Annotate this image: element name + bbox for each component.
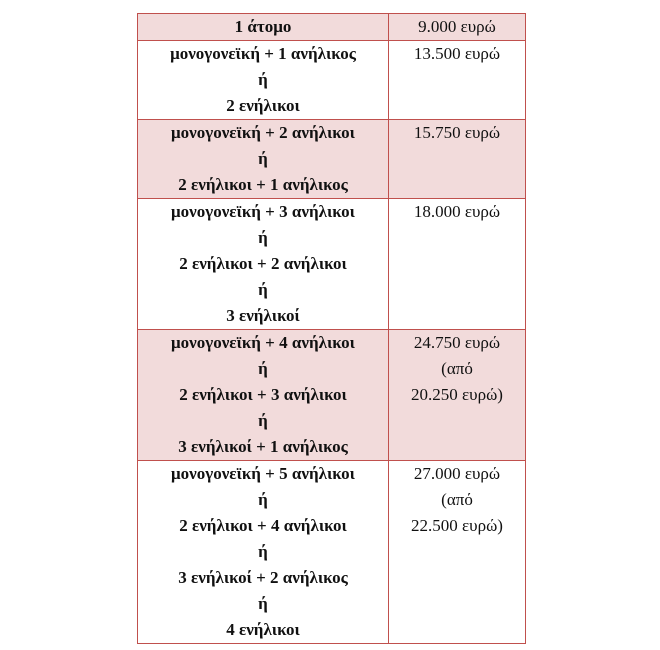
household-separator: ή [258,594,268,613]
household-line: 2 ενήλικοι + 1 ανήλικος [178,175,348,194]
household-separator: ή [258,490,268,509]
household-separator: ή [258,228,268,247]
amount-cell [389,14,526,41]
household-line: μονογονεϊκή + 4 ανήλικοι [171,333,355,352]
amount-line: 15.750 ευρώ [413,123,501,142]
household-cell [138,199,389,330]
amount-cell [389,41,526,120]
household-line: 4 ενήλικοι [226,620,300,639]
household-line: 3 ενήλικοί + 1 ανήλικος [178,437,348,456]
household-cell [138,14,389,41]
household-cell [138,330,389,461]
amount-line: 20.250 ευρώ) [411,385,503,404]
household-cell [138,41,389,120]
household-line: μονογονεϊκή + 1 ανήλικος [170,44,356,63]
household-separator: ή [258,359,268,378]
table-row [138,199,526,330]
income-threshold-table [137,13,526,644]
table-row [138,461,526,644]
table-row [138,14,526,41]
amount-line: 22.500 ευρώ) [411,516,503,535]
household-line: μονογονεϊκή + 2 ανήλικοι [171,123,355,142]
amount-line: (από [441,359,473,378]
household-line: 1 άτομο [234,17,292,36]
household-separator: ή [258,70,268,89]
household-separator: ή [258,280,268,299]
household-line: μονογονεϊκή + 5 ανήλικοι [171,464,355,483]
amount-cell [389,120,526,199]
household-cell [138,120,389,199]
table-row [138,330,526,461]
amount-line: 9.000 ευρώ [418,17,496,36]
household-line: 2 ενήλικοι [226,96,300,115]
household-line: 2 ενήλικοι + 3 ανήλικοι [179,385,347,404]
household-separator: ή [258,411,268,430]
household-line: 3 ενήλικοί [226,306,300,325]
table-row [138,41,526,120]
table-row [138,120,526,199]
household-separator: ή [258,149,268,168]
amount-line: (από [441,490,473,509]
amount-line: 27.000 ευρώ [413,464,501,483]
household-cell [138,461,389,644]
household-line: 3 ενήλικοί + 2 ανήλικος [178,568,348,587]
amount-line: 13.500 ευρώ [413,44,501,63]
amount-cell [389,461,526,644]
household-line: 2 ενήλικοι + 4 ανήλικοι [179,516,347,535]
household-line: μονογονεϊκή + 3 ανήλικοι [171,202,355,221]
amount-cell [389,330,526,461]
household-line: 2 ενήλικοι + 2 ανήλικοι [179,254,347,273]
household-separator: ή [258,542,268,561]
amount-cell [389,199,526,330]
amount-line: 24.750 ευρώ [413,333,501,352]
amount-line: 18.000 ευρώ [413,202,501,221]
